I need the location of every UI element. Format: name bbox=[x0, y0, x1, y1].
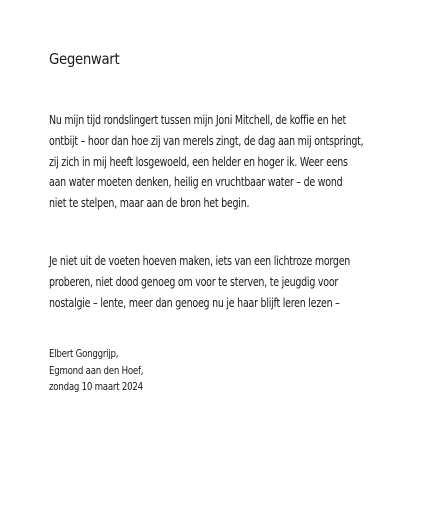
text-line: Nu mijn tijd rondslingert tussen mijn Joni Mitchell, de koffie en het bbox=[49, 113, 347, 127]
poem-paragraph-2 bbox=[49, 251, 350, 313]
poem-title: Gegenwart bbox=[49, 50, 120, 68]
text-line: proberen, niet dood genoeg om voor te sterven, te jeugdig voor bbox=[49, 274, 339, 289]
poem-paragraph-1 bbox=[49, 110, 363, 214]
text-line: Je niet uit de voeten hoeven maken, iets van een lichtroze morgen bbox=[49, 254, 351, 268]
text-line: aan water moeten denken, heilig en vruchtbaar water – de wond bbox=[49, 175, 343, 190]
text-line: nostalgie – lente, meer dan genoeg nu je haar blijft leren lezen – bbox=[49, 295, 340, 310]
text-line: ontbijt – hoor dan hoe zij van merels zingt, de dag aan mij ontspringt, bbox=[49, 133, 364, 148]
place: Egmond aan den Hoef, bbox=[49, 363, 144, 377]
text-line: niet te stelpen, maar aan de bron het begin. bbox=[49, 196, 250, 211]
signature-block bbox=[49, 346, 143, 396]
text-line: zij zich in mij heeft losgewoeld, een helder en hoger ik. Weer eens bbox=[49, 154, 348, 169]
date: zondag 10 maart 2024 bbox=[49, 380, 143, 394]
author-name: Elbert Gonggrijp, bbox=[49, 347, 119, 360]
